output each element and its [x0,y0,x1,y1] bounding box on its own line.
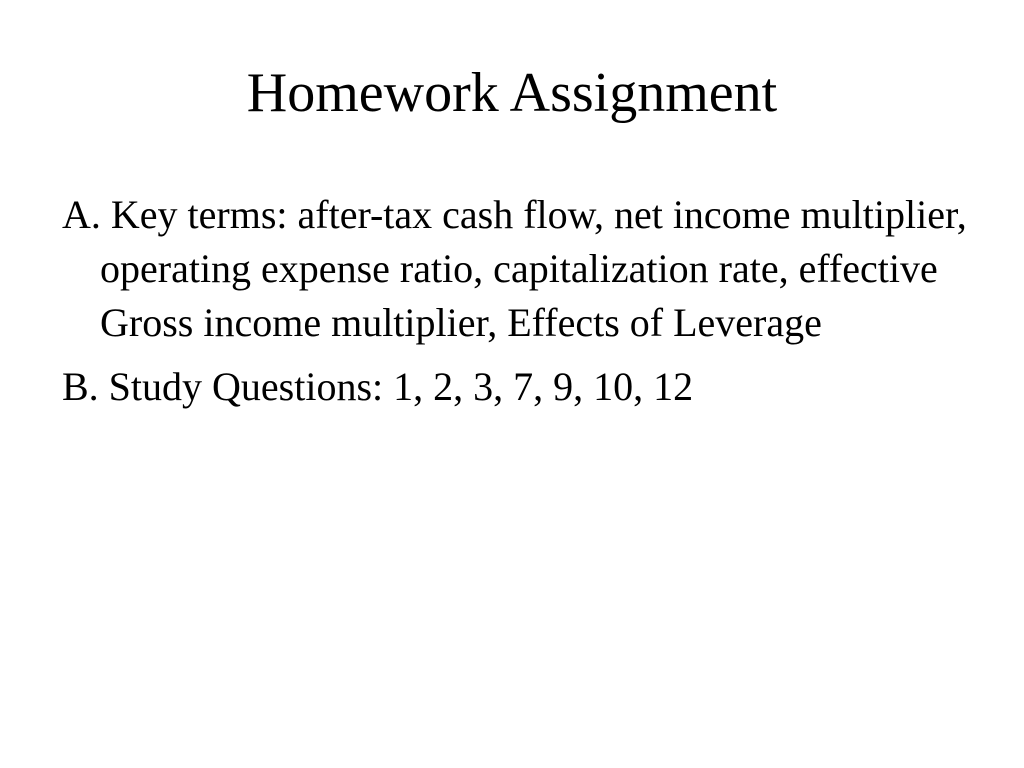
list-item-study-questions: B. Study Questions: 1, 2, 3, 7, 9, 10, 12 [62,364,694,409]
slide-body-list [62,188,982,424]
slide-title: Homework Assignment [246,62,778,124]
list-item-key-terms: A. Key terms: after-tax cash flow, net income multiplier, operating expense ratio, capitalization rate, effective Gross income multiplier, Effects of Leverage [62,192,967,345]
